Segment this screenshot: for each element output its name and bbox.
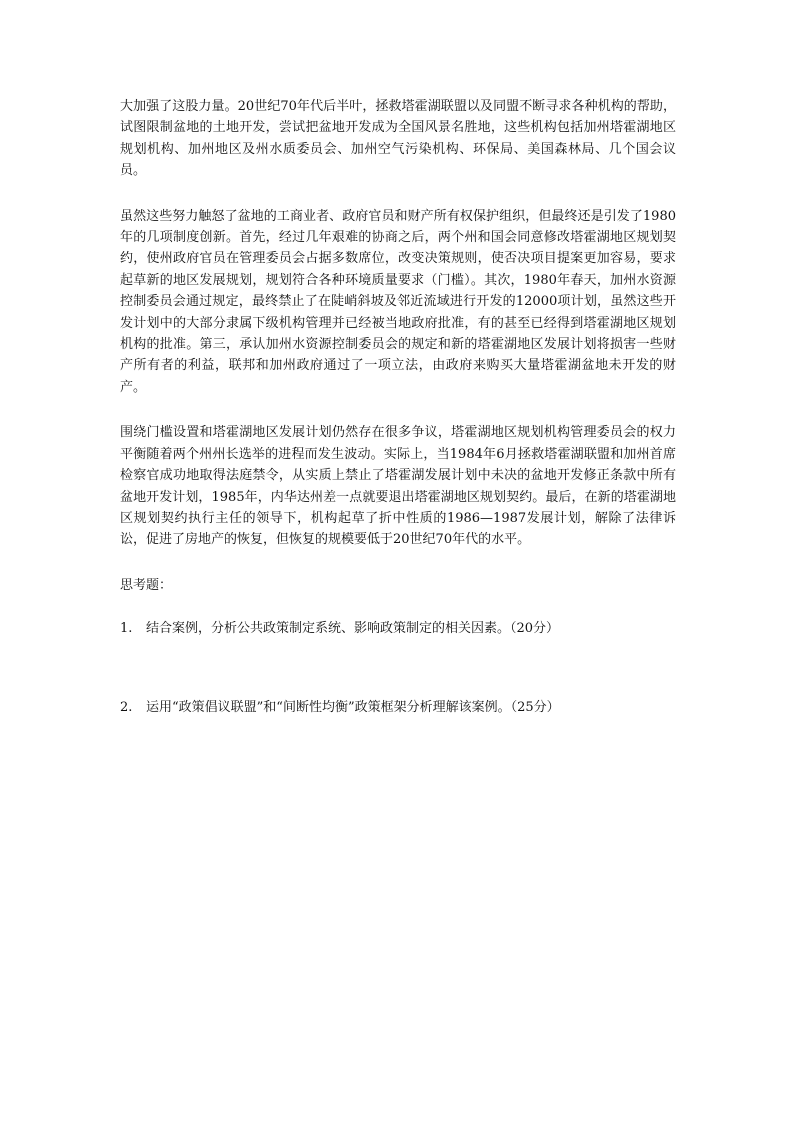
question-text: 运用“政策倡议联盟”和“间断性均衡”政策框架分析理解该案例。（25分）: [146, 699, 560, 715]
question-number: 2.: [120, 699, 133, 715]
question-number: 1.: [120, 620, 133, 636]
question-text: 结合案例，分析公共政策制定系统、影响政策制定的相关因素。（20分）: [146, 620, 560, 636]
document-page: [120, 96, 676, 718]
case-paragraph-3: 围绕门槛设置和塔霍湖地区发展计划仍然存在很多争议，塔霍湖地区规划机构管理委员会的权力平衡随着两个州州长选举的进程而发生波动。实际上，当1984年6月拯救塔霍湖联盟和加州首席检察官成功地取得法庭禁令，从实质上禁止了塔霍湖发展计划中未决的盆地开发修正条款中所有盆地开发计划，1985年，内华达州差一点就要退出塔霍湖地区规划契约。最后，在新的塔霍湖地区规划契约执行主任的领导下，机构起草了折中性质的1986—1987发展计划，解除了法律诉讼，促进了房地产的恢复，但恢复的规模要低于20世纪70年代的水平。: [120, 425, 676, 548]
case-paragraph-1: 大加强了这股力量。20世纪70年代后半叶，拯救塔霍湖联盟以及同盟不断寻求各种机构的帮助，试图限制盆地的土地开发，尝试把盆地开发成为全国风景名胜地，这些机构包括加州塔霍湖地区规划机构、加州地区及州水质委员会、加州空气污染机构、环保局、美国森林局、几个国会议员。: [120, 99, 676, 179]
case-paragraph-2: 虽然这些努力触怒了盆地的工商业者、政府官员和财产所有权保护组织，但最终还是引发了1980年的几项制度创新。首先，经过几年艰难的协商之后，两个州和国会同意修改塔霍湖地区规划契约，使州政府官员在管理委员会占据多数席位，改变决策规则，使否决项目提案更加容易，要求起草新的地区发展规划，规划符合各种环境质量要求（门槛）。其次，1980年春天，加州水资源控制委员会通过规定，最终禁止了在陡峭斜坡及邻近流域进行开发的12000项计划，虽然这些开发计划中的大部分隶属下级机构管理并已经被当地政府批准，有的甚至已经得到塔霍湖地区规划机构的批准。第三，承认加州水资源控制委员会的规定和新的塔霍湖地区发展计划将损害一些财产所有者的利益，联邦和加州政府通过了一项立法，由政府来购买大量塔霍湖盆地未开发的财产。: [120, 208, 676, 395]
questions-heading: 思考题：: [120, 577, 173, 593]
question-2: [120, 697, 676, 718]
question-1: [120, 618, 676, 639]
